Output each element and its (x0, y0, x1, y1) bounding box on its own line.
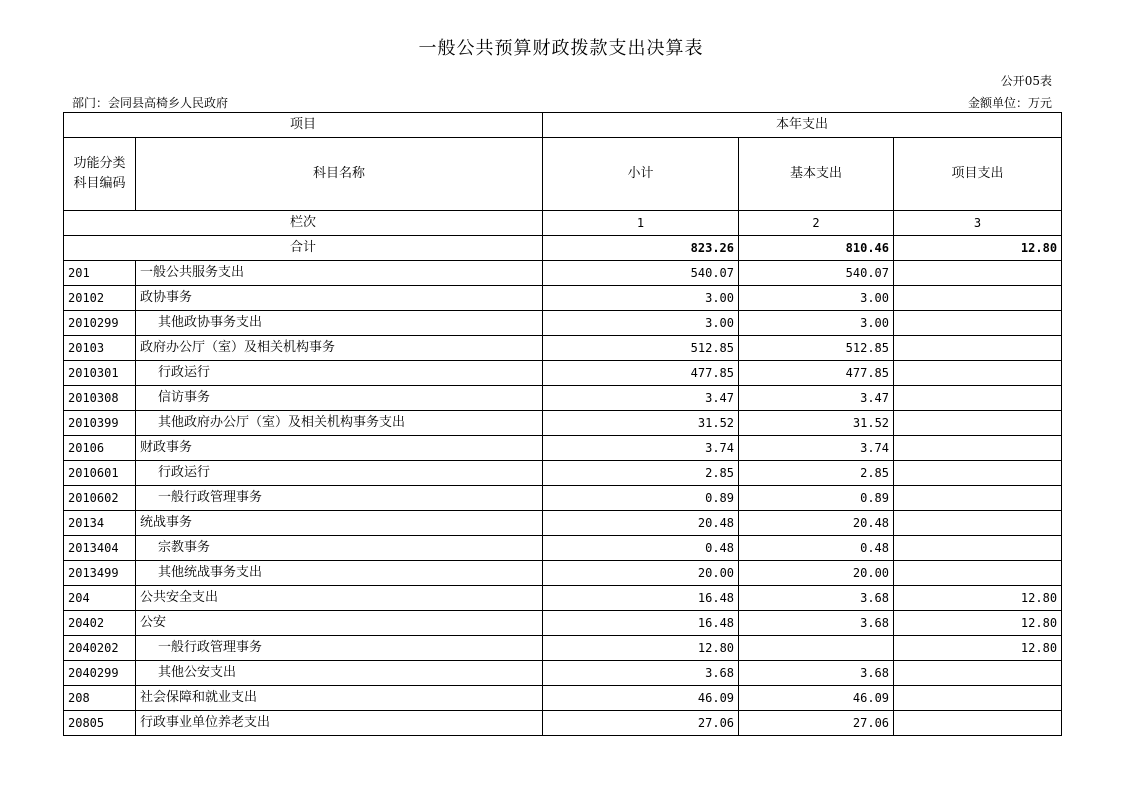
total-label: 合计 (64, 236, 543, 261)
row-subtotal: 512.85 (543, 336, 739, 361)
row-basic: 3.68 (739, 661, 894, 686)
row-name: 信访事务 (136, 386, 543, 411)
row-subtotal: 46.09 (543, 686, 739, 711)
row-code: 20103 (64, 336, 136, 361)
table-row (64, 611, 1062, 636)
table-row (64, 311, 1062, 336)
row-subtotal: 31.52 (543, 411, 739, 436)
table-row (64, 636, 1062, 661)
row-name: 一般行政管理事务 (136, 486, 543, 511)
row-basic: 3.74 (739, 436, 894, 461)
row-subtotal: 16.48 (543, 586, 739, 611)
row-project (894, 411, 1062, 436)
row-name: 其他政府办公厅（室）及相关机构事务支出 (136, 411, 543, 436)
row-name: 财政事务 (136, 436, 543, 461)
row-project (894, 336, 1062, 361)
row-code: 204 (64, 586, 136, 611)
table-row (64, 336, 1062, 361)
row-project: 12.80 (894, 636, 1062, 661)
row-project (894, 311, 1062, 336)
row-subtotal: 3.47 (543, 386, 739, 411)
row-basic: 3.47 (739, 386, 894, 411)
table-row (64, 661, 1062, 686)
row-code: 20805 (64, 711, 136, 736)
table-row (64, 486, 1062, 511)
department-label: 部门：会同县高椅乡人民政府 (72, 96, 229, 110)
row-code: 20106 (64, 436, 136, 461)
row-code: 2010301 (64, 361, 136, 386)
row-name: 宗教事务 (136, 536, 543, 561)
row-project (894, 486, 1062, 511)
table-row (64, 511, 1062, 536)
row-basic: 20.48 (739, 511, 894, 536)
row-basic: 512.85 (739, 336, 894, 361)
row-project (894, 461, 1062, 486)
row-subtotal: 3.00 (543, 286, 739, 311)
row-basic: 3.00 (739, 286, 894, 311)
row-code: 2040202 (64, 636, 136, 661)
row-subtotal: 3.68 (543, 661, 739, 686)
row-subtotal: 0.48 (543, 536, 739, 561)
row-basic: 0.48 (739, 536, 894, 561)
row-subtotal: 540.07 (543, 261, 739, 286)
row-project (894, 536, 1062, 561)
row-subtotal: 3.00 (543, 311, 739, 336)
row-subtotal: 27.06 (543, 711, 739, 736)
row-subtotal: 3.74 (543, 436, 739, 461)
row-name: 统战事务 (136, 511, 543, 536)
header-subtotal: 小计 (543, 138, 739, 211)
row-basic: 0.89 (739, 486, 894, 511)
row-name: 行政运行 (136, 361, 543, 386)
row-basic: 477.85 (739, 361, 894, 386)
table-row (64, 586, 1062, 611)
table-row (64, 461, 1062, 486)
row-basic: 3.68 (739, 611, 894, 636)
header-name: 科目名称 (136, 138, 543, 211)
table-row (64, 261, 1062, 286)
row-basic: 31.52 (739, 411, 894, 436)
table-row (64, 411, 1062, 436)
row-basic (739, 636, 894, 661)
row-name: 政府办公厅（室）及相关机构事务 (136, 336, 543, 361)
row-code: 201 (64, 261, 136, 286)
row-name: 行政运行 (136, 461, 543, 486)
page-title: 一般公共预算财政拨款支出决算表 (418, 38, 704, 59)
row-basic: 27.06 (739, 711, 894, 736)
row-code: 2010602 (64, 486, 136, 511)
row-project (894, 261, 1062, 286)
total-row (64, 236, 1062, 261)
row-code: 2010299 (64, 311, 136, 336)
total-basic: 810.46 (739, 236, 894, 261)
table-row (64, 436, 1062, 461)
total-project: 12.80 (894, 236, 1062, 261)
row-subtotal: 2.85 (543, 461, 739, 486)
row-code: 2010308 (64, 386, 136, 411)
row-project (894, 561, 1062, 586)
row-subtotal: 0.89 (543, 486, 739, 511)
header-row-1 (64, 113, 1062, 138)
row-subtotal: 477.85 (543, 361, 739, 386)
column-number-2: 2 (739, 211, 894, 236)
row-project (894, 686, 1062, 711)
row-basic: 46.09 (739, 686, 894, 711)
table-row (64, 686, 1062, 711)
row-code: 20402 (64, 611, 136, 636)
row-project (894, 511, 1062, 536)
column-number-3: 3 (894, 211, 1062, 236)
row-name: 其他公安支出 (136, 661, 543, 686)
table-row (64, 361, 1062, 386)
row-project (894, 436, 1062, 461)
row-project: 12.80 (894, 611, 1062, 636)
column-number-label: 栏次 (64, 211, 543, 236)
column-number-row (64, 211, 1062, 236)
form-number: 公开05表 (1000, 74, 1052, 88)
row-basic: 2.85 (739, 461, 894, 486)
table-row (64, 561, 1062, 586)
row-subtotal: 20.00 (543, 561, 739, 586)
row-subtotal: 12.80 (543, 636, 739, 661)
row-basic: 3.68 (739, 586, 894, 611)
row-basic: 20.00 (739, 561, 894, 586)
table-row (64, 711, 1062, 736)
row-name: 一般公共服务支出 (136, 261, 543, 286)
row-name: 公安 (136, 611, 543, 636)
header-basic: 基本支出 (739, 138, 894, 211)
row-code: 208 (64, 686, 136, 711)
table-row (64, 286, 1062, 311)
header-row-2 (64, 138, 1062, 211)
table-row (64, 536, 1062, 561)
row-subtotal: 20.48 (543, 511, 739, 536)
row-subtotal: 16.48 (543, 611, 739, 636)
table-row (64, 386, 1062, 411)
row-name: 行政事业单位养老支出 (136, 711, 543, 736)
row-code: 20102 (64, 286, 136, 311)
row-name: 政协事务 (136, 286, 543, 311)
unit-label: 金额单位：万元 (967, 96, 1052, 110)
row-code: 2013499 (64, 561, 136, 586)
row-name: 一般行政管理事务 (136, 636, 543, 661)
row-basic: 3.00 (739, 311, 894, 336)
column-number-1: 1 (543, 211, 739, 236)
total-subtotal: 823.26 (543, 236, 739, 261)
row-name: 公共安全支出 (136, 586, 543, 611)
row-project (894, 361, 1062, 386)
expenditure-table (63, 112, 1062, 736)
row-name: 其他政协事务支出 (136, 311, 543, 336)
row-project (894, 386, 1062, 411)
header-project: 项目支出 (894, 138, 1062, 211)
row-project (894, 661, 1062, 686)
row-code: 20134 (64, 511, 136, 536)
row-name: 其他统战事务支出 (136, 561, 543, 586)
row-code: 2013404 (64, 536, 136, 561)
header-current-year: 本年支出 (543, 113, 1062, 138)
row-project (894, 711, 1062, 736)
header-code: 功能分类科目编码 (64, 138, 136, 211)
row-project (894, 286, 1062, 311)
row-code: 2010399 (64, 411, 136, 436)
row-project: 12.80 (894, 586, 1062, 611)
row-basic: 540.07 (739, 261, 894, 286)
row-code: 2040299 (64, 661, 136, 686)
row-name: 社会保障和就业支出 (136, 686, 543, 711)
row-code: 2010601 (64, 461, 136, 486)
header-item: 项目 (64, 113, 543, 138)
